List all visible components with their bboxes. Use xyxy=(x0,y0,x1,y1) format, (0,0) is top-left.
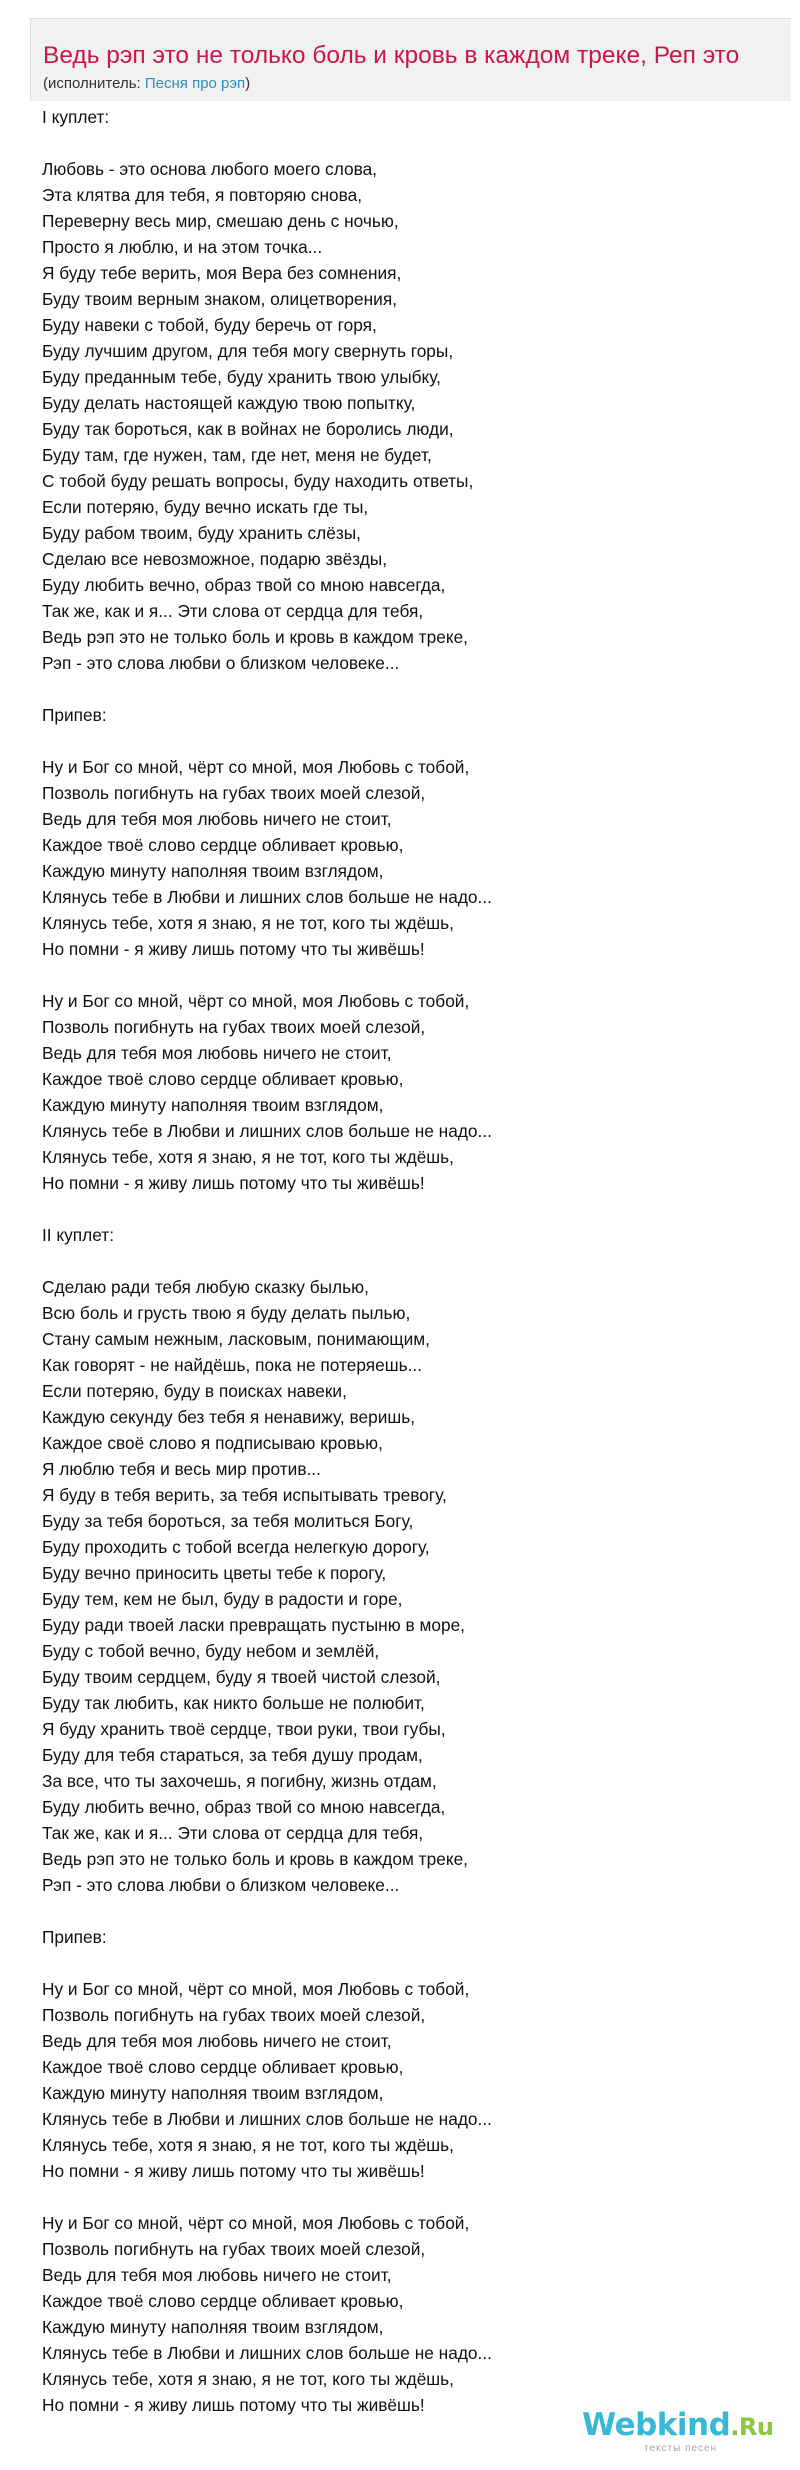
lyric-line: Каждую минуту наполняя твоим взглядом, xyxy=(42,1095,384,1115)
lyric-line: Буду навеки с тобой, буду беречь от горя, xyxy=(42,315,377,335)
lyric-line: Клянусь тебе в Любви и лишних слов больше не надо... xyxy=(42,1121,492,1141)
blank-line xyxy=(42,728,762,754)
lyric-line: Но помни - я живу лишь потому что ты живёшь! xyxy=(42,939,425,959)
blank-line xyxy=(42,676,762,702)
lyric-line: Ведь для тебя моя любовь ничего не стоит, xyxy=(42,2031,392,2051)
lyric-line: Буду твоим сердцем, буду я твоей чистой слезой, xyxy=(42,1667,441,1687)
lyric-line: Но помни - я живу лишь потому что ты живёшь! xyxy=(42,2161,425,2181)
lyric-line: Буду рабом твоим, буду хранить слёзы, xyxy=(42,523,361,543)
lyric-line: Ну и Бог со мной, чёрт со мной, моя Любовь с тобой, xyxy=(42,2213,470,2233)
lyric-line: Ведь для тебя моя любовь ничего не стоит, xyxy=(42,809,392,829)
blank-line xyxy=(42,2184,762,2210)
lyric-line: Каждое твоё слово сердце обливает кровью, xyxy=(42,1069,404,1089)
lyric-line: Переверну весь мир, смешаю день с ночью, xyxy=(42,211,399,231)
lyric-line: Если потеряю, буду в поисках навеки, xyxy=(42,1381,347,1401)
lyric-line: Любовь - это основа любого моего слова, xyxy=(42,159,377,179)
lyric-line: Так же, как и я... Эти слова от сердца для тебя, xyxy=(42,1823,424,1843)
lyric-line: Просто я люблю, и на этом точка... xyxy=(42,237,323,257)
blank-line xyxy=(42,962,762,988)
site-logo[interactable] xyxy=(582,2407,782,2457)
lyric-line: Клянусь тебе в Любви и лишних слов больше не надо... xyxy=(42,2109,492,2129)
lyric-line: Каждую минуту наполняя твоим взглядом, xyxy=(42,2083,384,2103)
lyric-line: Клянусь тебе, хотя я знаю, я не тот, кого ты ждёшь, xyxy=(42,2135,454,2155)
lyric-line: Буду любить вечно, образ твой со мною навсегда, xyxy=(42,1797,446,1817)
lyric-line: С тобой буду решать вопросы, буду находить ответы, xyxy=(42,471,474,491)
lyric-line: Буду проходить с тобой всегда нелегкую дорогу, xyxy=(42,1537,430,1557)
lyric-line: Буду лучшим другом, для тебя могу свернуть горы, xyxy=(42,341,454,361)
lyric-line: Ну и Бог со мной, чёрт со мной, моя Любовь с тобой, xyxy=(42,1979,470,1999)
lyric-line: Эта клятва для тебя, я повторяю снова, xyxy=(42,185,362,205)
lyric-line: Ну и Бог со мной, чёрт со мной, моя Любовь с тобой, xyxy=(42,991,470,1011)
lyric-line: I куплет: xyxy=(42,107,110,127)
lyric-line: Я буду хранить твоё сердце, твои руки, твои губы, xyxy=(42,1719,446,1739)
lyric-line: Припев: xyxy=(42,1927,107,1947)
lyric-line: Каждую минуту наполняя твоим взглядом, xyxy=(42,861,384,881)
lyric-line: Клянусь тебе, хотя я знаю, я не тот, кого ты ждёшь, xyxy=(42,2369,454,2389)
lyric-line: Сделаю все невозможное, подарю звёзды, xyxy=(42,549,388,569)
lyrics-text xyxy=(42,104,762,2418)
lyric-line: Позволь погибнуть на губах твоих моей слезой, xyxy=(42,1017,426,1037)
lyric-line: Каждое твоё слово сердце обливает кровью, xyxy=(42,2291,404,2311)
logo-tagline: тексты песен xyxy=(644,2443,718,2454)
lyric-line: Рэп - это слова любви о близком человеке... xyxy=(42,1875,400,1895)
song-header xyxy=(30,18,791,101)
lyric-line: Буду вечно приносить цветы тебе к порогу, xyxy=(42,1563,387,1583)
lyric-line: Буду делать настоящей каждую твою попытку, xyxy=(42,393,416,413)
lyric-line: Буду за тебя бороться, за тебя молиться Богу, xyxy=(42,1511,414,1531)
lyric-line: Буду твоим верным знаком, олицетворения, xyxy=(42,289,397,309)
lyric-line: За все, что ты захочешь, я погибну, жизнь отдам, xyxy=(42,1771,437,1791)
lyric-line: Клянусь тебе, хотя я знаю, я не тот, кого ты ждёшь, xyxy=(42,913,454,933)
lyric-line: Всю боль и грусть твою я буду делать пылью, xyxy=(42,1303,411,1323)
blank-line xyxy=(42,1950,762,1976)
lyric-line: Так же, как и я... Эти слова от сердца для тебя, xyxy=(42,601,424,621)
lyric-line: Но помни - я живу лишь потому что ты живёшь! xyxy=(42,1173,425,1193)
lyric-line: Клянусь тебе, хотя я знаю, я не тот, кого ты ждёшь, xyxy=(42,1147,454,1167)
lyric-line: Буду так бороться, как в войнах не боролись люди, xyxy=(42,419,454,439)
lyric-line: Если потеряю, буду вечно искать где ты, xyxy=(42,497,369,517)
lyric-line: Буду преданным тебе, буду хранить твою улыбку, xyxy=(42,367,441,387)
performer-link[interactable]: Песня про рэп xyxy=(144,75,246,92)
lyric-line: Я буду в тебя верить, за тебя испытывать тревогу, xyxy=(42,1485,447,1505)
lyric-line: Буду так любить, как никто больше не полюбит, xyxy=(42,1693,425,1713)
lyric-line: Я буду тебе верить, моя Вера без сомнения, xyxy=(42,263,402,283)
performer-info xyxy=(43,73,250,95)
lyric-line: Ведь рэп это не только боль и кровь в каждом треке, xyxy=(42,1849,468,1869)
lyric-line: Каждое своё слово я подписываю кровью, xyxy=(42,1433,383,1453)
lyric-line: Клянусь тебе в Любви и лишних слов больше не надо... xyxy=(42,2343,492,2363)
lyric-line: Позволь погибнуть на губах твоих моей слезой, xyxy=(42,783,426,803)
logo-wordmark xyxy=(582,2407,774,2445)
logo-tld: .Ru xyxy=(730,2413,774,2441)
lyric-line: Буду ради твоей ласки превращать пустыню в море, xyxy=(42,1615,465,1635)
performer-suffix: ) xyxy=(245,75,251,92)
lyric-line: Буду тем, кем не был, буду в радости и горе, xyxy=(42,1589,403,1609)
blank-line xyxy=(42,130,762,156)
lyric-line: II куплет: xyxy=(42,1225,114,1245)
lyric-line: Каждое твоё слово сердце обливает кровью, xyxy=(42,2057,404,2077)
lyric-line: Каждое твоё слово сердце обливает кровью, xyxy=(42,835,404,855)
lyric-line: Но помни - я живу лишь потому что ты живёшь! xyxy=(42,2395,425,2415)
lyric-line: Я люблю тебя и весь мир против... xyxy=(42,1459,321,1479)
lyric-line: Каждую секунду без тебя я ненавижу, веришь, xyxy=(42,1407,416,1427)
page-title: Ведь рэп это не только боль и кровь в каждом треке, Реп это xyxy=(43,42,740,69)
lyric-line: Каждую минуту наполняя твоим взглядом, xyxy=(42,2317,384,2337)
lyric-line: Припев: xyxy=(42,705,107,725)
lyric-line: Клянусь тебе в Любви и лишних слов больше не надо... xyxy=(42,887,492,907)
lyric-line: Ведь для тебя моя любовь ничего не стоит, xyxy=(42,1043,392,1063)
lyric-line: Рэп - это слова любви о близком человеке... xyxy=(42,653,400,673)
lyric-line: Ведь для тебя моя любовь ничего не стоит, xyxy=(42,2265,392,2285)
lyric-line: Сделаю ради тебя любую сказку былью, xyxy=(42,1277,369,1297)
lyric-line: Позволь погибнуть на губах твоих моей слезой, xyxy=(42,2005,426,2025)
logo-brand: Webkind xyxy=(582,2407,731,2443)
lyric-line: Как говорят - не найдёшь, пока не потеряешь... xyxy=(42,1355,423,1375)
lyric-line: Буду там, где нужен, там, где нет, меня не будет, xyxy=(42,445,432,465)
lyric-line: Стану самым нежным, ласковым, понимающим, xyxy=(42,1329,430,1349)
blank-line xyxy=(42,1248,762,1274)
lyric-line: Ну и Бог со мной, чёрт со мной, моя Любовь с тобой, xyxy=(42,757,470,777)
lyric-line: Ведь рэп это не только боль и кровь в каждом треке, xyxy=(42,627,468,647)
blank-line xyxy=(42,1898,762,1924)
lyric-line: Буду любить вечно, образ твой со мною навсегда, xyxy=(42,575,446,595)
lyric-line: Буду с тобой вечно, буду небом и землёй, xyxy=(42,1641,380,1661)
lyric-line: Позволь погибнуть на губах твоих моей слезой, xyxy=(42,2239,426,2259)
lyric-line: Буду для тебя стараться, за тебя душу продам, xyxy=(42,1745,423,1765)
performer-prefix: (исполнитель: xyxy=(43,75,145,92)
blank-line xyxy=(42,1196,762,1222)
